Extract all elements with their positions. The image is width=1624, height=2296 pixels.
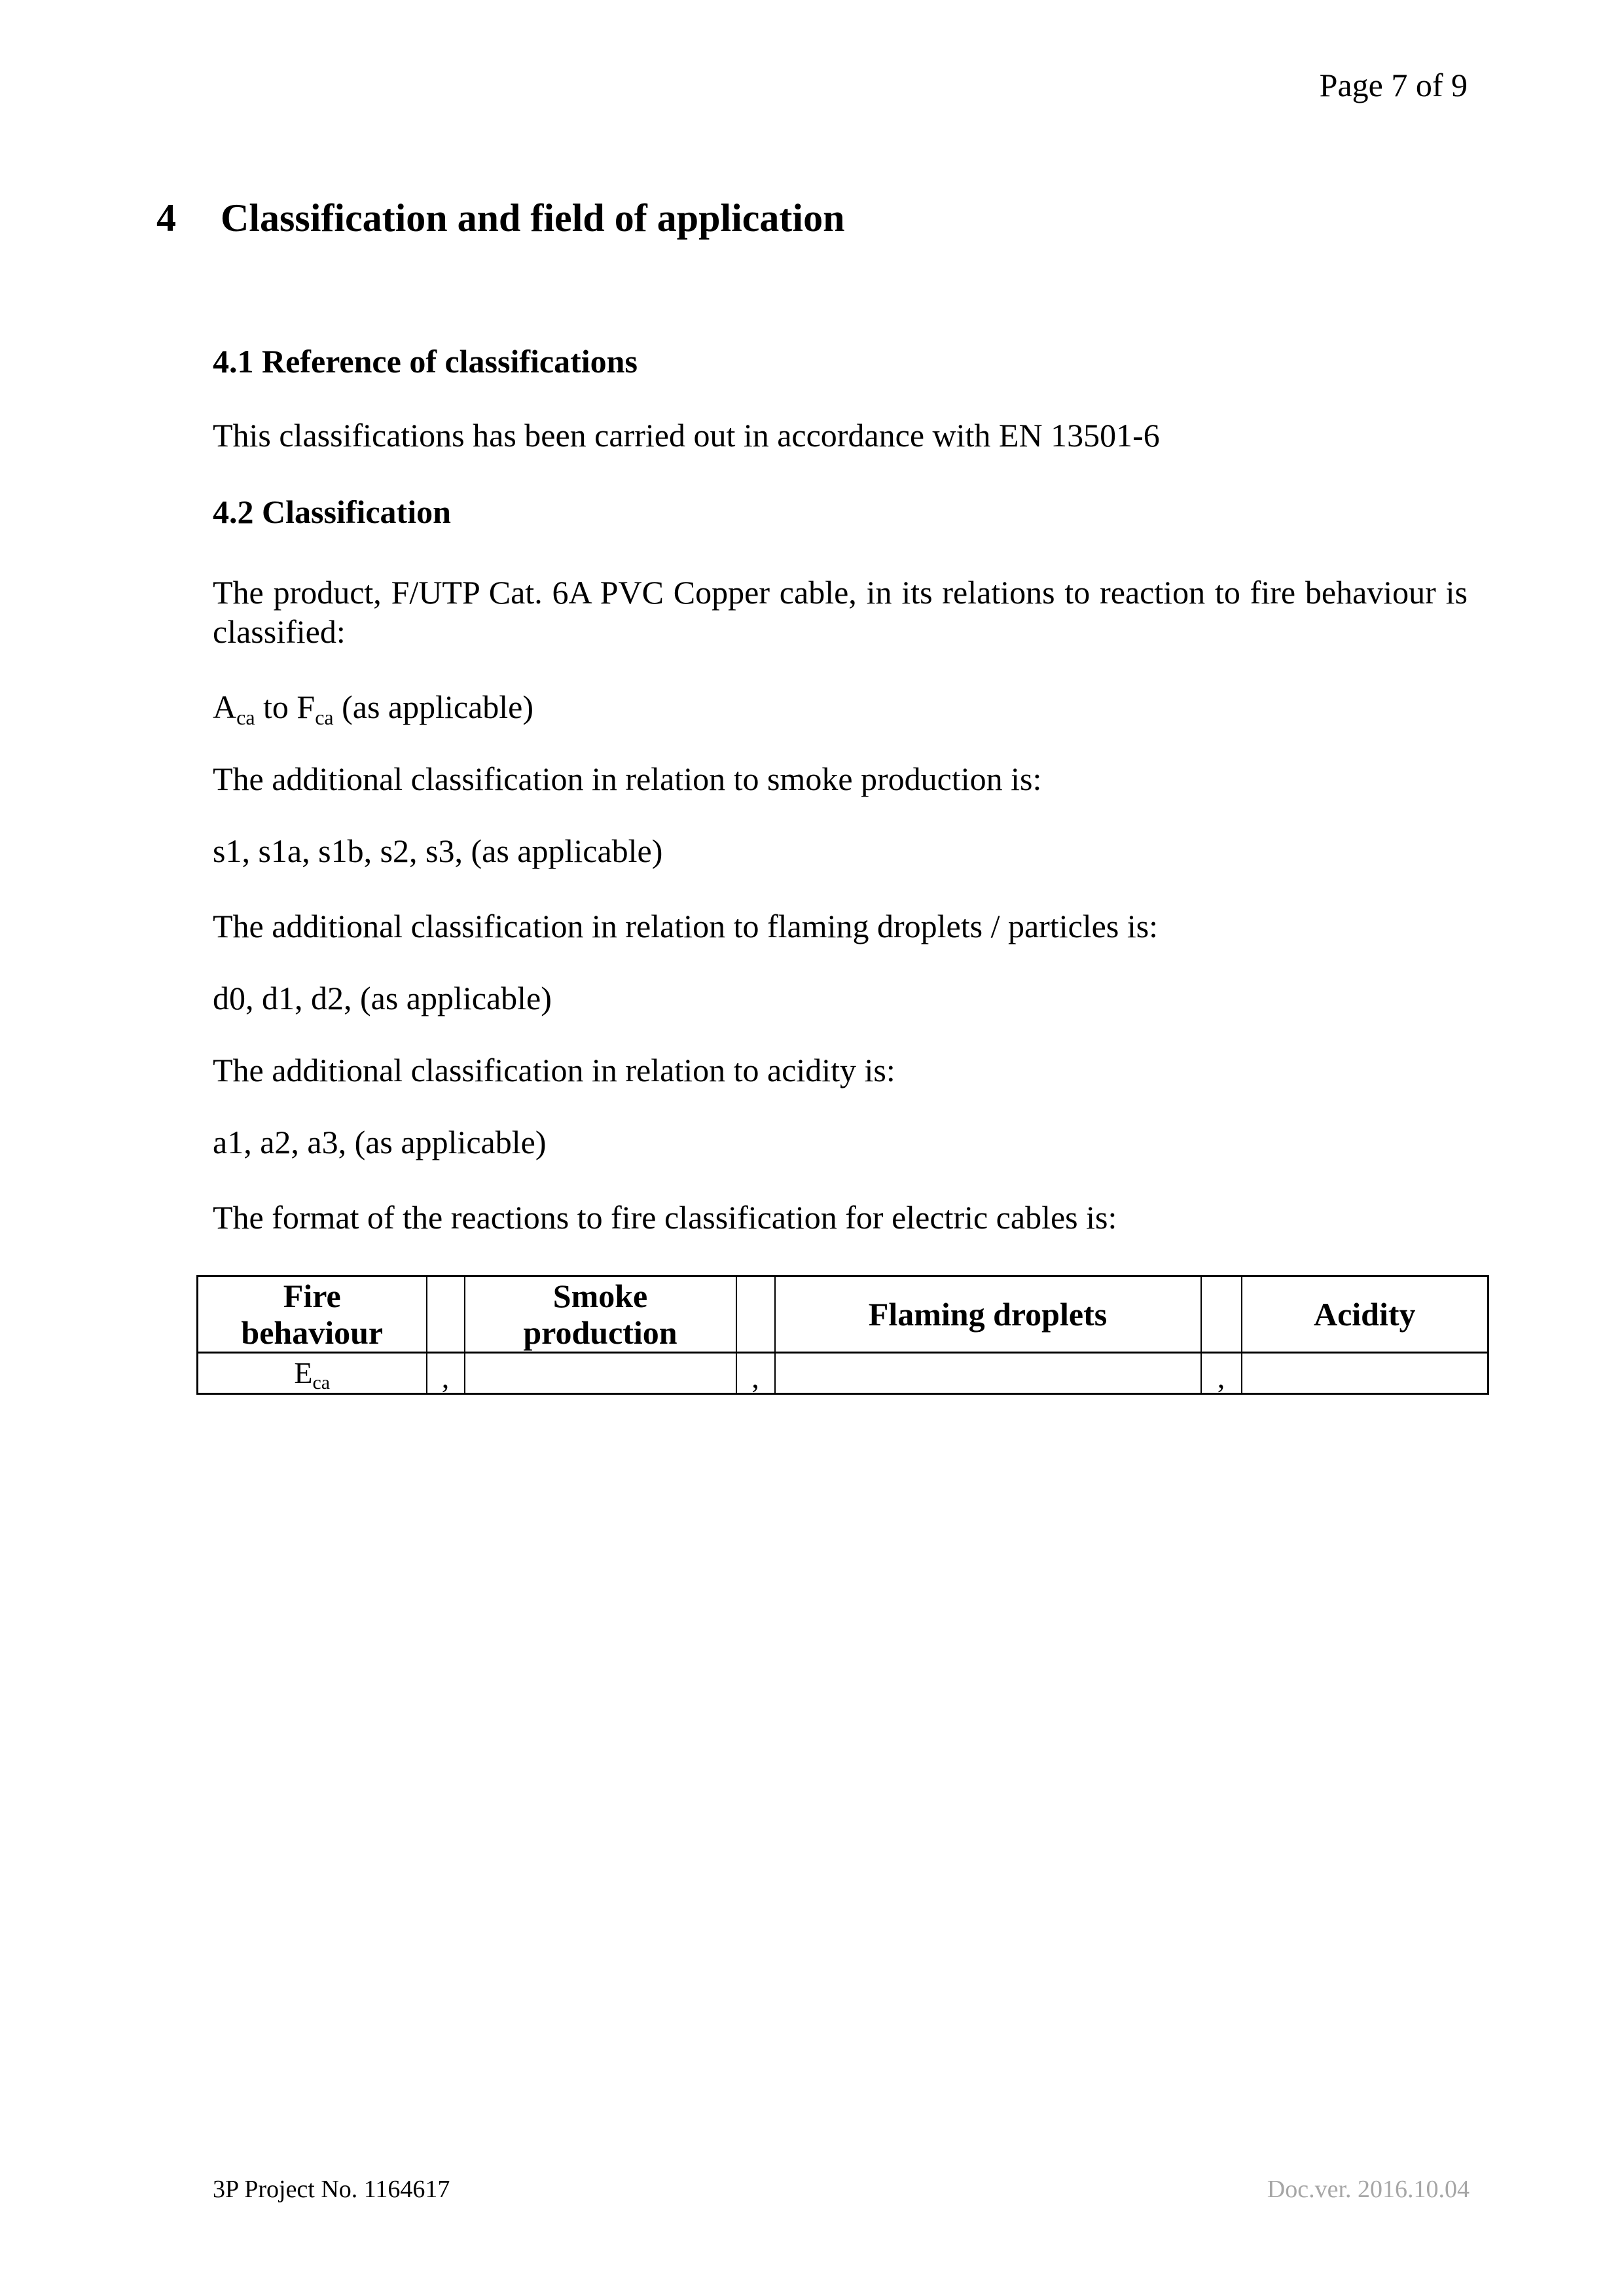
classification-intro-line2: classified:: [213, 613, 346, 650]
subsection-4-2-title: 4.2 Classification: [213, 493, 451, 530]
header-acidity: Acidity: [1242, 1276, 1489, 1353]
cell-flaming-droplets: [775, 1353, 1201, 1394]
smoke-classification-values: s1, s1a, s1b, s2, s3, (as applicable): [213, 833, 663, 869]
acidity-classification-label: The additional classification in relation to acidity is:: [213, 1052, 895, 1088]
cell-smoke-production: [465, 1353, 736, 1394]
format-statement: The format of the reactions to fire classification for electric cables is:: [213, 1199, 1117, 1236]
section-heading-number: 4: [156, 196, 176, 240]
classification-intro: [213, 573, 1468, 651]
table-header-row: [198, 1276, 1489, 1353]
page-footer: [213, 2174, 1470, 2204]
fire-class-a-subscript: ca: [236, 706, 255, 729]
acidity-classification-values: a1, a2, a3, (as applicable): [213, 1124, 547, 1160]
classification-intro-line1: The product, F/UTP Cat. 6A PVC Copper cable, in its relations to reaction to fire behaviour is: [213, 574, 1468, 611]
cell-separator-2: ,: [736, 1353, 775, 1394]
subsection-4-1-title: 4.1 Reference of classifications: [213, 343, 638, 380]
footer-project-number: 3P Project No. 1164617: [213, 2176, 450, 2203]
fire-class-mid: to F: [255, 689, 316, 725]
fire-class-a: A: [213, 689, 237, 725]
classification-format-table: [196, 1275, 1489, 1395]
fire-class-f-subscript: ca: [315, 706, 334, 729]
header-separator-2: [736, 1276, 775, 1353]
cell-acidity: [1242, 1353, 1489, 1394]
section-heading-title: Classification and field of application: [221, 196, 845, 240]
fire-class-tail: (as applicable): [333, 689, 534, 725]
header-fire-behaviour: Fire behaviour: [198, 1276, 427, 1353]
section-heading: [156, 196, 844, 240]
page-number: Page 7 of 9: [1319, 67, 1468, 103]
header-smoke-production: Smoke production: [465, 1276, 736, 1353]
reference-statement: This classifications has been carried out in accordance with EN 13501-6: [213, 417, 1160, 454]
droplets-classification-values: d0, d1, d2, (as applicable): [213, 980, 552, 1016]
header-separator-3: [1201, 1276, 1242, 1353]
header-flaming-droplets: Flaming droplets: [775, 1276, 1201, 1353]
fire-behaviour-range: [213, 687, 1468, 729]
cell-fire-behaviour: [198, 1353, 427, 1394]
droplets-classification-label: The additional classification in relation to flaming droplets / particles is:: [213, 908, 1159, 944]
cell-separator-1: ,: [427, 1353, 465, 1394]
footer-doc-version: Doc.ver. 2016.10.04: [1267, 2176, 1470, 2203]
fire-class-e: E: [294, 1356, 313, 1390]
fire-class-e-subscript: ca: [312, 1372, 331, 1393]
document-body: [213, 342, 1468, 1395]
smoke-classification-label: The additional classification in relation to smoke production is:: [213, 761, 1042, 797]
header-separator-1: [427, 1276, 465, 1353]
cell-separator-3: ,: [1201, 1353, 1242, 1394]
table-data-row: [198, 1353, 1489, 1394]
